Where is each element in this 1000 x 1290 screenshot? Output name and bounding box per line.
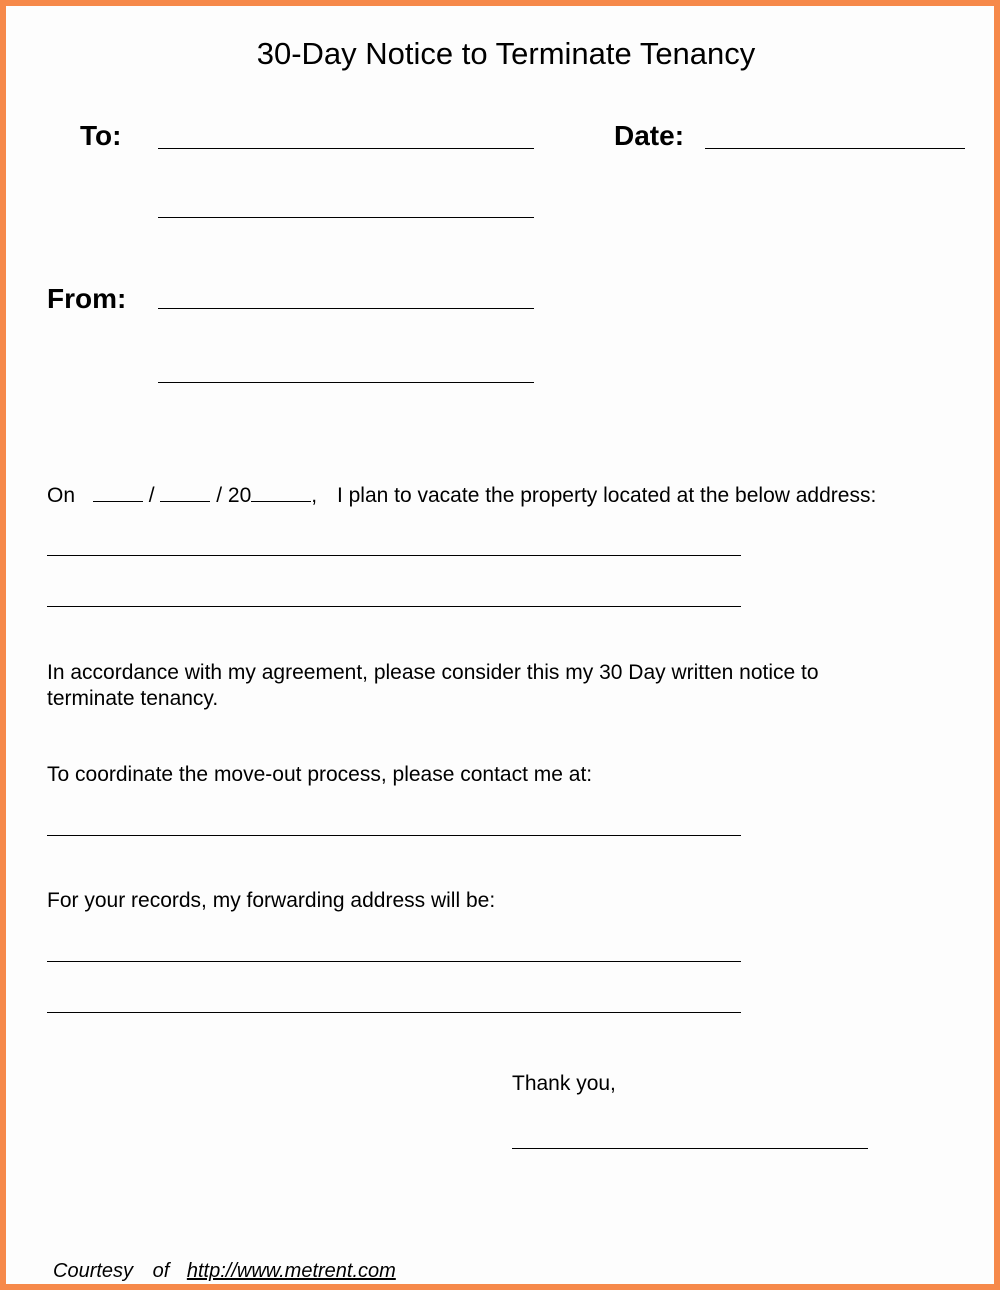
metrent-link[interactable]: http://www.metrent.com — [186, 1260, 396, 1282]
contact-text: To coordinate the move-out process, please contact me at: — [47, 763, 593, 786]
from-field-line-1[interactable] — [158, 308, 534, 309]
month-blank[interactable] — [93, 483, 143, 502]
to-field-line-1[interactable] — [158, 148, 534, 149]
date-separator-1: / — [148, 484, 155, 507]
date-label: Date: — [614, 120, 685, 151]
footer-courtesy — [53, 1259, 396, 1283]
courtesy-text: Courtesy — [53, 1260, 134, 1282]
accordance-paragraph: In accordance with my agreement, please consider this my 30 Day written notice to terminate tenancy. — [47, 661, 819, 710]
forwarding-address-line-1[interactable] — [47, 961, 741, 962]
property-address-line-2[interactable] — [47, 606, 741, 607]
date-field-line[interactable] — [705, 148, 965, 149]
contact-line[interactable] — [47, 835, 741, 836]
forwarding-address-line-2[interactable] — [47, 1012, 741, 1013]
page-title: 30-Day Notice to Terminate Tenancy — [256, 36, 756, 71]
day-blank[interactable] — [160, 483, 210, 502]
property-address-line-1[interactable] — [47, 555, 741, 556]
from-field-line-2[interactable] — [158, 382, 534, 383]
date-separator-2: / 20 — [216, 484, 252, 507]
vacate-text: I plan to vacate the property located at the below address: — [336, 484, 877, 507]
on-label: On — [47, 484, 76, 507]
vacate-sentence — [47, 483, 876, 509]
thank-you-text: Thank you, — [512, 1072, 616, 1095]
date-comma: , — [311, 484, 318, 507]
of-text: of — [152, 1260, 170, 1282]
to-field-line-2[interactable] — [158, 217, 534, 218]
year-blank[interactable] — [251, 483, 311, 502]
from-label: From: — [47, 283, 127, 314]
signature-line[interactable] — [512, 1148, 868, 1149]
forwarding-text: For your records, my forwarding address will be: — [47, 889, 496, 912]
to-label: To: — [80, 120, 122, 151]
